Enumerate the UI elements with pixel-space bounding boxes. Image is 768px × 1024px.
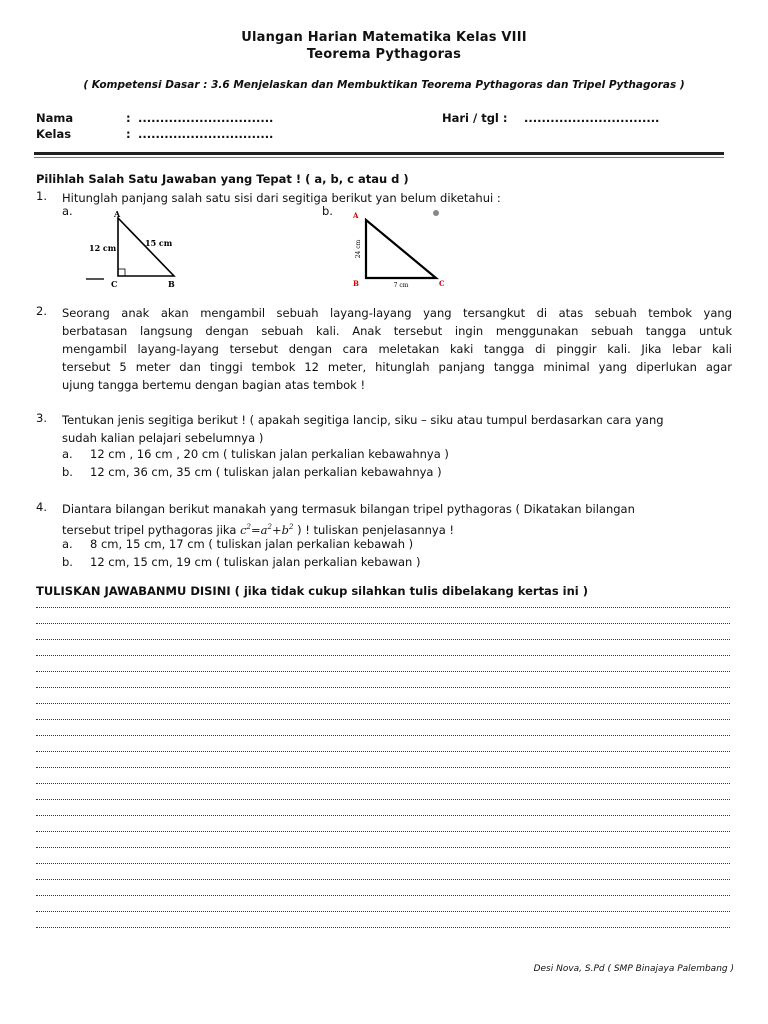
q4-text (62, 500, 732, 539)
q2-line: mengambil layang-layang tersebut dengan cara meletakan kaki tangga di pinggir kali. Jika lebar kali (62, 342, 732, 356)
side-ac-label: 12 cm (89, 243, 117, 253)
identity-block (36, 111, 736, 147)
q4-option-b-label: b. (62, 555, 73, 569)
answer-line[interactable] (36, 879, 730, 880)
answer-line[interactable] (36, 847, 730, 848)
answer-line[interactable] (36, 863, 730, 864)
q4-line-formula (62, 518, 732, 539)
q1-text: Hitunglah panjang salah satu sisi dari segitiga berikut yan belum diketahui : (62, 191, 501, 205)
triangle-figure-a (84, 208, 194, 290)
author-footer: Desi Nova, S.Pd ( SMP Binajaya Palembang ) (533, 964, 734, 974)
name-field[interactable]: ............................... (138, 111, 274, 125)
q3-line: Tentukan jenis segitiga berikut ! ( apakah segitiga lancip, siku – siku atau tumpul berdasarkan cara yang (62, 413, 664, 427)
answer-line[interactable] (36, 719, 730, 720)
vertex-b-label: B (353, 279, 359, 288)
answer-line[interactable] (36, 927, 730, 928)
q3-option-a-text: 12 cm , 16 cm , 20 cm ( tuliskan jalan perkalian kebawahnya ) (90, 447, 449, 461)
q4-option-a-label: a. (62, 537, 73, 551)
name-label: Nama (36, 111, 74, 125)
answer-line[interactable] (36, 687, 730, 688)
q3-option-a-label: a. (62, 447, 73, 461)
side-ab-label: 15 cm (145, 238, 173, 248)
page-subtitle: Teorema Pythagoras (306, 47, 462, 62)
answer-line[interactable] (36, 607, 730, 608)
pythagoras-formula: $c^2=a^2+b^2$ (240, 522, 294, 537)
q3-option-b-label: b. (62, 465, 73, 479)
q1-number: 1. (36, 189, 47, 203)
answer-line[interactable] (36, 783, 730, 784)
q4-line: Diantara bilangan berikut manakah yang termasuk bilangan tripel pythagoras ( Dikatakan bilangan (62, 502, 635, 516)
q4-option-b-text: 12 cm, 15 cm, 19 cm ( tuliskan jalan perkalian kebawan ) (90, 555, 421, 569)
answer-line[interactable] (36, 735, 730, 736)
answer-line[interactable] (36, 703, 730, 704)
q4-number: 4. (36, 500, 47, 514)
q3-line: sudah kalian pelajari sebelumnya ) (62, 431, 264, 445)
right-angle-mark (118, 269, 125, 276)
competency-statement: ( Kompetensi Dasar : 3.6 Menjelaskan dan Membuktikan Teorema Pythagoras dan Tripel Pythagoras ) (83, 79, 685, 91)
class-colon: : (126, 127, 131, 141)
side-ab-label: 24 cm (355, 239, 362, 259)
q3-text (62, 411, 732, 447)
vertex-a-label: A (114, 209, 121, 219)
q2-line: ujung tangga bertemu dengan bagian atas tembok ! (62, 378, 366, 392)
vertex-a-label: A (353, 211, 359, 220)
class-label: Kelas (36, 127, 72, 141)
q3-option-b-text: 12 cm, 36 cm, 35 cm ( tuliskan jalan perkalian kebawahnya ) (90, 465, 442, 479)
q1-option-b-label: b. (322, 204, 333, 218)
figure-mark (433, 210, 439, 216)
q4-condition-text: tersebut tripel pythagoras jika (62, 522, 237, 537)
q1-option-a-label: a. (62, 204, 73, 218)
answer-line[interactable] (36, 655, 730, 656)
answer-line[interactable] (36, 799, 730, 800)
page-title: Ulangan Harian Matematika Kelas VIII (241, 30, 527, 45)
triangle-b-shape (366, 220, 436, 278)
answer-line[interactable] (36, 895, 730, 896)
date-field[interactable]: ............................... (524, 111, 660, 125)
name-colon: : (126, 111, 131, 125)
q2-line: Seorang anak akan mengambil sebuah layang-layang yang tersangkut di atas sebuah tembok yang (62, 306, 732, 320)
answer-line[interactable] (36, 751, 730, 752)
vertex-b-label: B (168, 279, 175, 289)
q2-line: berbatasan langsung dengan sebuah kali. Anak tersebut ingin menggunakan sebuah tangga untuk (62, 324, 732, 338)
header-divider (34, 152, 724, 155)
q2-number: 2. (36, 304, 47, 318)
answer-line[interactable] (36, 815, 730, 816)
answer-line[interactable] (36, 671, 730, 672)
q2-text (62, 304, 732, 394)
vertex-c-label: C (439, 279, 445, 288)
class-field[interactable]: ............................... (138, 127, 274, 141)
answer-line[interactable] (36, 911, 730, 912)
answer-line[interactable] (36, 767, 730, 768)
answer-heading: TULISKAN JAWABANMU DISINI ( jika tidak cukup silahkan tulis dibelakang kertas ini ) (36, 584, 588, 598)
triangle-figure-b (346, 206, 456, 292)
answer-line[interactable] (36, 623, 730, 624)
vertex-c-label: C (111, 279, 118, 289)
header-divider-thin (34, 157, 724, 158)
instructions: Pilihlah Salah Satu Jawaban yang Tepat ! ( a, b, c atau d ) (36, 172, 409, 186)
side-bc-label: 7 cm (393, 282, 409, 289)
answer-line[interactable] (36, 831, 730, 832)
q4-condition-end: ) ! tuliskan penjelasannya ! (297, 522, 455, 537)
q4-option-a-text: 8 cm, 15 cm, 17 cm ( tuliskan jalan perkalian kebawah ) (90, 537, 414, 551)
answer-line[interactable] (36, 639, 730, 640)
q3-number: 3. (36, 411, 47, 425)
date-label: Hari / tgl : (442, 111, 508, 125)
q2-line: tersebut 5 meter dan tinggi tembok 12 meter, hitunglah panjang tangga minimal yang diperlukan agar (62, 360, 732, 374)
